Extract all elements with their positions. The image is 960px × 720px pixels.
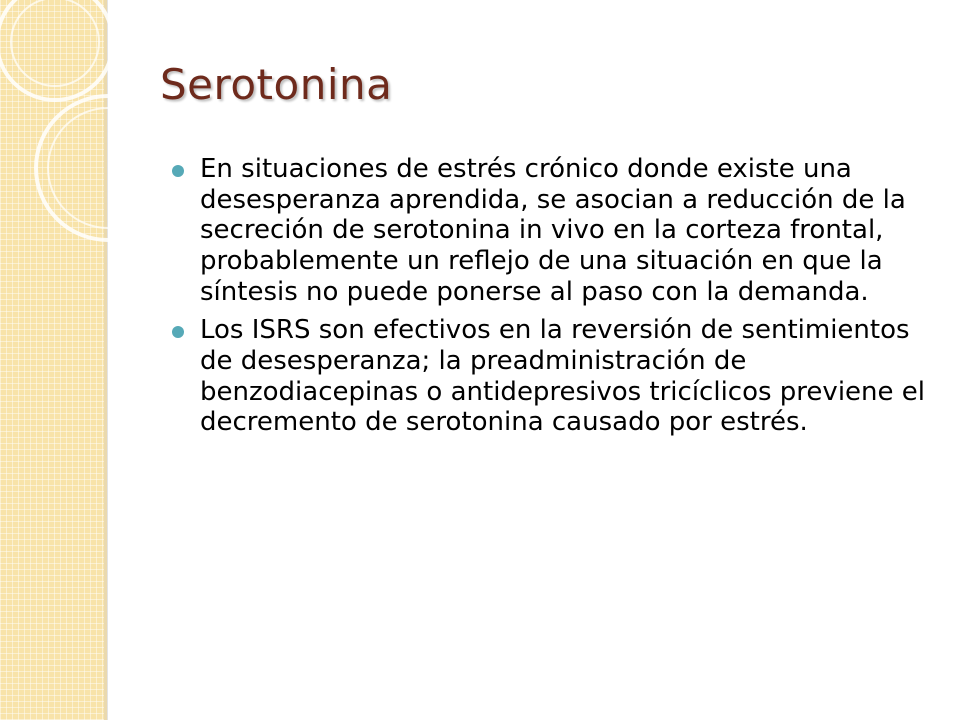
- decorative-circle-outer-mid: [36, 96, 140, 240]
- bullet-list: [172, 154, 932, 446]
- bullet-item-2: [172, 315, 932, 438]
- bullet-item-1: [172, 154, 932, 307]
- bullet-dot-icon: [172, 326, 184, 338]
- slide-title: Serotonina: [160, 60, 393, 109]
- bullet-text-1: En situaciones de estrés crónico donde existe una desesperanza aprendida, se asocian a reducción de la secreción de serotonina in vivo en la corteza frontal, probablemente un reflejo de una situación en que la síntesis no puede ponerse al paso con la demanda.: [200, 154, 906, 307]
- bullet-dot-icon: [172, 165, 184, 177]
- decorative-circle-inner-mid: [48, 108, 140, 228]
- decorative-circle-inner-top: [11, 0, 99, 86]
- bullet-text-2: Los ISRS son efectivos en la reversión de sentimientos de desesperanza; la preadministración de benzodiacepinas o antidepresivos tricíclicos previene el decremento de serotonina causado por estrés.: [200, 315, 925, 438]
- decorative-circles-graphic: [0, 0, 140, 260]
